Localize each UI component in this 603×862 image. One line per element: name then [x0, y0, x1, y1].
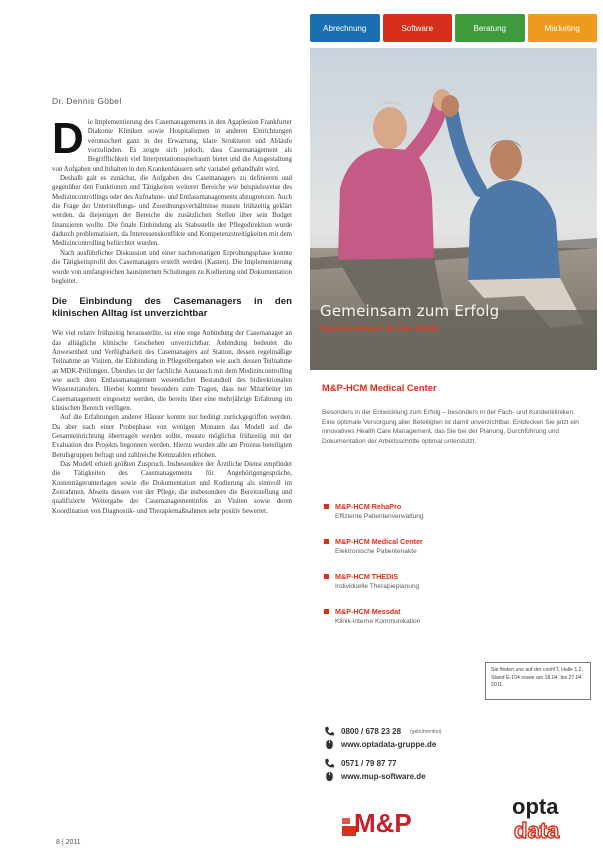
mouse-icon — [324, 739, 335, 750]
section-heading: Die Einbindung des Casemanagers in den klinischen Alltag ist unverzichtbar — [52, 296, 292, 320]
article-paragraph: Das Modell erhielt größten Zuspruch. Insbesondere der Ärztliche Dienst empfindet die Tätigkeiten des Casemanagements für Angehörigengespräche, Kostenträgerunterlagen sowie die Dokumentation und Kodierung als sinnvoll im Zeitrahmen. Abseits dessen von der Pflege, die insbesondere die Bereitstellung und qualifizierte Weitergabe der Casemanagementinfos an Visiten sowie deren Koordination von Diagnostik- und Therapiemaßnahmen sehr positiv bewertet. — [52, 461, 292, 515]
product-name — [324, 572, 584, 581]
bullet-icon — [324, 609, 329, 614]
bullet-icon — [324, 539, 329, 544]
category-tabs — [310, 14, 597, 42]
product-name — [324, 607, 584, 616]
bullet-icon — [324, 504, 329, 509]
product-list — [324, 502, 584, 642]
slogan-subtitle: Systemsoftware für Ihre Klinik — [320, 324, 438, 333]
contact-row — [324, 738, 524, 751]
optadata-logo-top: opta — [512, 794, 559, 819]
contact-row — [324, 757, 524, 770]
product-name — [324, 502, 584, 511]
phone-number[interactable]: 0571 / 79 87 77 — [341, 759, 397, 768]
product-description: Elektronische Patientenakte — [335, 548, 417, 555]
tab-abrechnung[interactable]: Abrechnung — [310, 14, 380, 42]
phone-number[interactable]: 0800 / 678 23 28 — [341, 727, 402, 736]
product-item — [324, 537, 584, 555]
website-link[interactable]: www.optadata-gruppe.de — [341, 740, 437, 749]
article-paragraph-text: ie Implementierung des Casemanagements in den Agaplesion Frankfurter Diakonie Kliniken sowie Hospitalismen in anderen Einrichtungen verunsichert ganz in der Erwartung, klare Strukturen und Abläufe vorzufinden. Es zeigte sich jedoch, dass Casemanagement als Begrifflichkeit viel Interpretationsspielraum bietet und die Ausgestaltung von Aufgaben und Inhalten in den Krankenhäusern sehr variabel gehandhabt wird. — [52, 119, 292, 173]
slogan-block — [310, 296, 597, 370]
phone-note: (gebührenfrei) — [410, 728, 442, 735]
trade-fair-booth-box: Sie finden uns auf der conhIT, Halle 1.2, Stand E-104 sowie am 18.04. bis 27.04. 2011. — [485, 662, 591, 700]
contact-block — [324, 725, 524, 783]
phone-icon — [324, 726, 335, 737]
product-item — [324, 607, 584, 625]
website-link[interactable]: www.mup-software.de — [341, 772, 426, 781]
page-number: 8 | 2011 — [56, 839, 81, 846]
tab-software[interactable]: Software — [383, 14, 453, 42]
product-name-text: M&P-HCM Messdat — [335, 607, 401, 616]
tab-marketing[interactable]: Marketing — [528, 14, 598, 42]
product-suite-title: M&P-HCM Medical Center — [322, 382, 437, 393]
article-author: Dr. Dennis Göbel — [52, 96, 122, 106]
product-name-text: M&P-HCM THEDIS — [335, 572, 399, 581]
product-item — [324, 572, 584, 590]
mp-logo-mark — [340, 796, 420, 842]
product-name-text: M&P-HCM RehaPro — [335, 502, 402, 511]
phone-icon — [324, 758, 335, 769]
mouse-icon — [324, 771, 335, 782]
article-column — [52, 96, 292, 516]
product-name-text: M&P-HCM Medical Center — [335, 537, 423, 546]
mp-logo-text: M&P — [354, 808, 412, 838]
article-body — [52, 114, 292, 516]
slogan-title: Gemeinsam zum Erfolg — [320, 302, 500, 320]
advertisement — [310, 8, 597, 862]
article-paragraph: Wie viel relativ frühzeitig herausstellte, ist eine enge Anbindung der Casemanager an das alltägliche klinische Geschehen unverzichtbar. Anbindung bedeutet die Anwesenheit und Verfügbarkeit des Casemanagers auf Station, dessen regelmäßige Teilnahme an Visiten, die Einbindung in Pflegeübergaben wie auch dessen Teilnahme an MDK-Prüfungen. Überdies ist der fachliche Austausch mit dem Medizincontrolling wie auch dem Entlassmanagement wesentlicher Bestandteil des bidirektionalen Wissenstransfers. Hierbei kommt besonders zum Tragen, dass nur Mitarbeiter im Casemanagement eingesetzt werden, die bereits über eine mehrjährige Erfahrung im klinischen Bereich verfügen. — [52, 330, 292, 412]
product-description: Individuelle Therapieplanung — [335, 583, 420, 590]
tab-beratung[interactable]: Beratung — [455, 14, 525, 42]
product-intro-text: Besonders in der Entwicklung zum Erfolg – besonders in der Fach- und Kundenkliniken. Eine optimale Versorgung aller Beteiligten ist damit unverzichtbar. Entdecken Sie jetzt ein innovatives Health Care Management, das Sie bei der Planung, Durchführung und Dokumentation der Arbeitsschritte optimal unterstützt. — [322, 409, 579, 445]
product-description: Klinik-interne Kommunikation — [335, 618, 421, 625]
article-paragraph: Auf die Erfahrungen anderer Häuser konnte nur bedingt zurückgegriffen werden. Da aber nach einer Probephase von wenigen Monaten das Modell auf die Gesamteinrichtung übertragen werden sollte, musste möglichst frühzeitig mit der Evaluation des Projekts begonnen werden. Hierzu wurden alle am Prozess beteiligten Berufsgruppen befragt und zahlreiche Kennzahlen erhoben. — [52, 414, 292, 459]
article-paragraph — [52, 114, 292, 174]
article-paragraph: Deshalb galt es zunächst, die Aufgaben des Casemanagers zu definieren und gegenüber den Funktionen und Tätigkeiten weiterer Bereiche wie beispielsweise des Medizincontrollings oder des Aufnahme- und Entlassmanagements abzugrenzen. Auch die Frage der Unterstellungs- und Zuordnungsverhältnisse musste frühzeitig geklärt werden, da diejenigen der Bereiche die zusätzlichen Stellen über sein Budget finanzieren wollte. Die finale Einbindung als Stabsstelle der Pflegedirektion wurde dadurch problematisiert, da Interessenskonflikte und Kompetenzstreitigkeiten mit dem Medizincontrolling befürchtet wurden. — [52, 175, 292, 248]
article-paragraph: Nach ausführlicher Diskussion und einer nachmonatigen Erprobungsphase konnte die Tätigkeitsprofil des Casemanagers erstellt werden (Kasten). Die Implementierung wurde von umfangreichen hausinternen Schulungen zu Kodierung und Dokumentation begleitet. — [52, 249, 292, 285]
optadata-logo-bottom: data — [514, 818, 560, 843]
optadata-logo-mark — [508, 792, 588, 844]
dropcap-letter: D — [52, 114, 84, 163]
bullet-icon — [324, 574, 329, 579]
optadata-logo — [508, 792, 588, 844]
product-name — [324, 537, 584, 546]
mp-logo — [340, 796, 420, 842]
contact-row — [324, 725, 524, 738]
contact-row — [324, 770, 524, 783]
product-item — [324, 502, 584, 520]
product-description: Effiziente Patientenverwaltung — [335, 513, 424, 520]
